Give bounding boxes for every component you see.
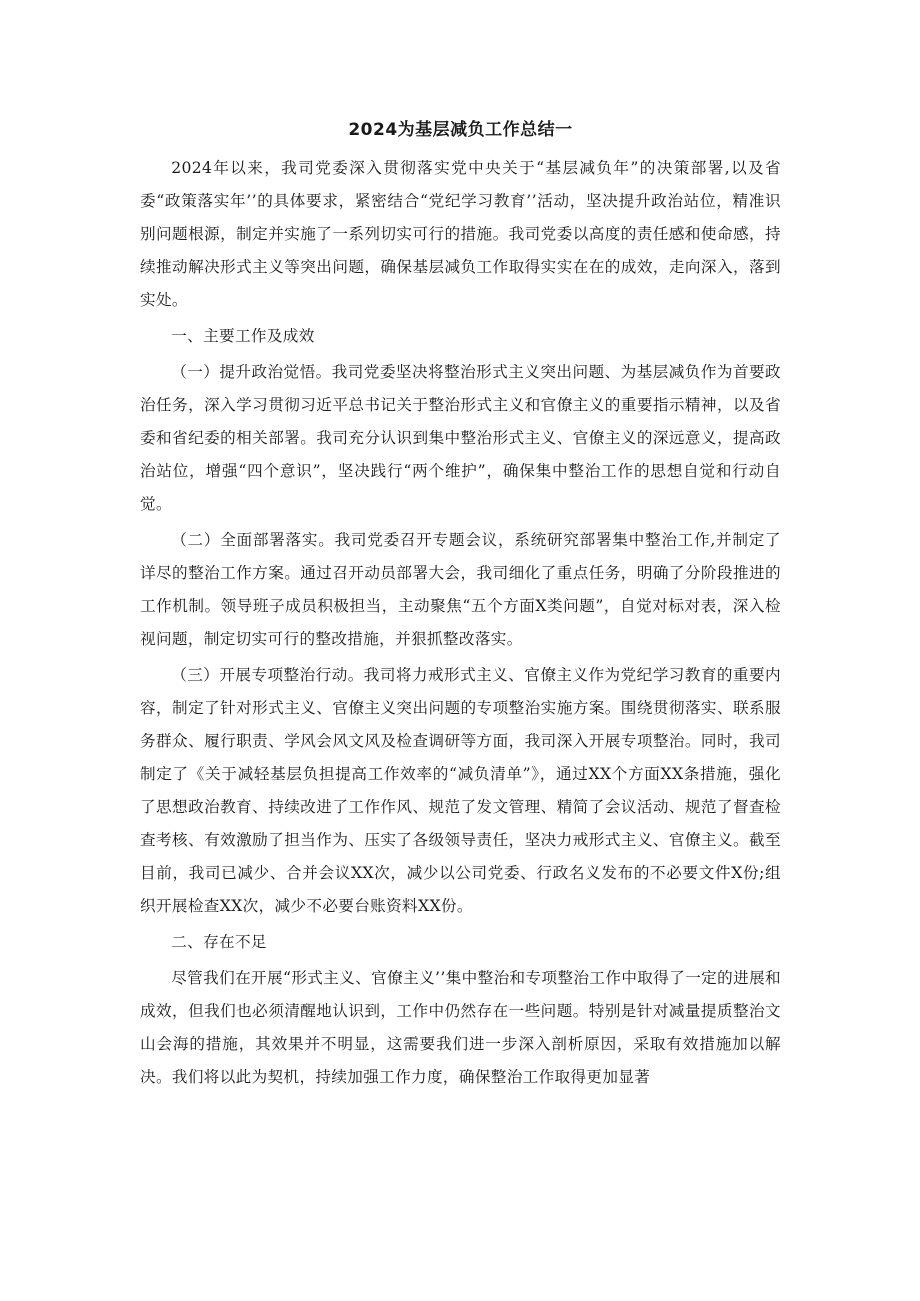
- work-item-2: （二）全面部署落实。我司党委召开专题会议，系统研究部署集中整治工作,并制定了详尽的整治工作方案。通过召开动员部署大会，我司细化了重点任务，明确了分阶段推进的工作机制。领导班子成员积极担当，主动聚焦“五个方面X类问题”，自觉对标对表，深入检视问题，制定切实可行的整改措施，并狠抓整改落实。: [140, 531, 781, 648]
- section-heading-main-work: 一、主要工作及成效: [171, 327, 315, 345]
- document-title: 2024为基层减负工作总结一: [348, 120, 573, 140]
- intro-paragraph: 2024年以来，我司党委深入贯彻落实党中央关于“基层减负年”的决策部署,以及省委“政策落实年’’的具体要求，紧密结合“党纪学习教育’’活动，坚决提升政治站位，精准识别问题根源，制定并实施了一系列切实可行的措施。我司党委以高度的责任感和使命感，持续推动解决形式主义等突出问题，确保基层减负工作取得实实在在的成效，走向深入，落到实处。: [140, 159, 781, 309]
- work-item-1: （一）提升政治觉悟。我司党委坚决将整治形式主义突出问题、为基层减负作为首要政治任务，深入学习贯彻习近平总书记关于整治形式主义和官僚主义的重要指示精神，以及省委和省纪委的相关部署。我司充分认识到集中整治形式主义、官僚主义的深远意义，提高政治站位，增强“四个意识”，坚决践行“两个维护”，确保集中整治工作的思想自觉和行动自觉。: [140, 363, 781, 513]
- section-heading-shortfalls: 二、存在不足: [171, 933, 267, 951]
- shortfall-paragraph: 尽管我们在开展“形式主义、官僚主义’’集中整治和专项整治工作中取得了一定的进展和成效，但我们也必须清醒地认识到，工作中仍然存在一些问题。特别是针对减量提质整治文山会海的措施，其效果并不明显，这需要我们进一步深入剖析原因，采取有效措施加以解决。我们将以此为契机，持续加强工作力度，确保整治工作取得更加显著: [140, 969, 781, 1086]
- work-item-3: （三）开展专项整治行动。我司将力戒形式主义、官僚主义作为党纪学习教育的重要内容，制定了针对形式主义、官僚主义突出问题的专项整治实施方案。围绕贯彻落实、联系服务群众、履行职责、学风会风文风及检查调研等方面，我司深入开展专项整治。同时，我司制定了《关于减轻基层负担提高工作效率的“减负清单”》，通过XX个方面XX条措施，强化了思想政治教育、持续改进了工作作风、规范了发文管理、精简了会议活动、规范了督查检查考核、有效激励了担当作为、压实了各级领导责任，坚决力戒形式主义、官僚主义。截至目前，我司已减少、合并会议XX次，减少以公司党委、行政名义发布的不必要文件X份;组织开展检查XX次，减少不必要台账资料XX份。: [140, 666, 781, 915]
- document-page: [140, 118, 781, 1097]
